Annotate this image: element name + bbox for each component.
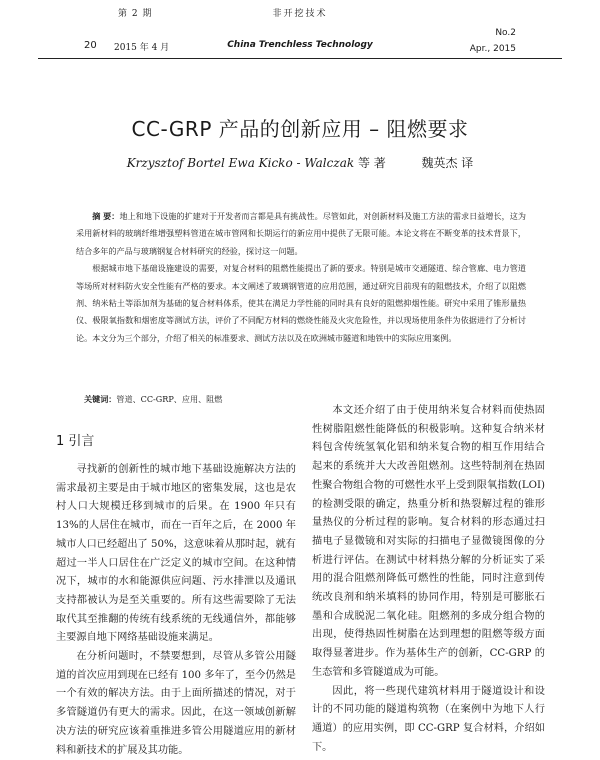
journal-name-en: China Trenchless Technology (227, 40, 373, 50)
abstract-paragraph (76, 208, 526, 260)
header-rule (38, 58, 562, 59)
page-number: 20 (84, 40, 97, 51)
author-names: Krzysztof Bortel Ewa Kicko - Walczak (126, 156, 355, 170)
right-column (312, 402, 545, 757)
body-paragraph: 本文还介绍了由于使用纳米复合材料而使热固性树脂阻燃性能降低的积极影响。这种复合纳米材料包含传统氢氧化铝和纳米复合物的相互作用结合起来的系统并大大改善阻燃剂。这些特制剂在热固性聚合物组合物的可燃性水平上受到限氧指数(LOI)的检测受限的确定，热重分析和热裂解过程的锥形量热仪的分析过程的影响。复合材料的形态通过扫描电子显微镜和对实际的扫描电子显微镜图像的分析进行评估。在测试中材料热分解的分析证实了采用的混合阻燃剂降低可燃性的性能，同时注意到传统改良剂和纳米填料的协同作用，特别是可膨胀石墨和合成脱泥二氧化硅。阻燃剂的多成分组合物的出现，使得热固性树脂在达到理想的阻燃等级方面取得显著进步。作为基体生产的创新，CC-GRP 的生态管和多管隧道成为可能。 (312, 405, 545, 678)
page-header (0, 0, 600, 62)
abstract (76, 208, 526, 347)
paper-title: CC-GRP 产品的创新应用 – 阻燃要求 (131, 117, 469, 141)
translator: 魏英杰 译 (421, 156, 474, 170)
author-suffix: 等 著 (357, 156, 386, 170)
issue-number: No.2 (495, 28, 516, 38)
issue-date: 2015 年 4 月 (114, 43, 170, 53)
body-paragraph: 因此，将一些现代建筑材料用于隧道设计和设计的不同功能的隧道构筑物（在案例中为地下人行通道）的应用实例，即 CC-GRP 复合材料，介绍如下。 (312, 685, 545, 753)
journal-name-cn: 非开挖技术 (272, 9, 328, 19)
section-heading: 1 引言 (56, 434, 95, 449)
abstract-label: 摘 要： (92, 211, 120, 221)
author-line (0, 154, 600, 171)
keywords-value: 管道、CC-GRP、应用、阻燃 (116, 394, 223, 404)
issue-label: 第 2 期 (118, 9, 153, 19)
issue-month: Apr., 2015 (469, 44, 516, 54)
body-paragraph: 在分析问题时，不禁要想到，尽管从多管公用隧道的首次应用到现在已经有 100 多年了，至今仍然是一个有效的解决方法。由于上面所描述的情况，对于多管隧道仍有更大的需求。因此，在这一领域创新解决方法的研究应该着重推进多管公用隧道应用的新材料和新技术的扩展及其功能。 (56, 651, 296, 756)
body-paragraph: 寻找新的创新性的城市地下基础设施解决方法的需求最初主要是由于城市地区的密集发展，这也是农村人口大规模迁移到城市的后果。在 1900 年只有 13%的人居住在城市，而在一百年之后，在 2000 年城市人口已经超出了 50%，这意味着从那时起，就有超过一半人口居住在广泛定义的城市空间。在这种情况下，城市的水和能源供应问题、污水排泄以及通讯支持都被认为是至关重要的。所有这些需要除了无法取代其至推翻的传统有线系统的无线通信外，都能够主要源自地下网络基础设施来满足。 (56, 464, 296, 644)
left-column (56, 461, 296, 760)
keywords-label: 关键词： (84, 394, 117, 404)
abstract-paragraph: 根据城市地下基础设施建设的需要，对复合材料的阻燃性能提出了新的要求。特别是城市交通隧道、综合管廊、电力管道等场所对材料防火安全性能有严格的要求。本文阐述了玻璃钢管道的应用范围，通过研究目前现有的阻燃技术，介绍了以阻燃剂、纳米粘土等添加剂为基础的复合材料体系，使其在满足力学性能的同时具有良好的阻燃抑烟性能。研究中采用了锥形量热仪、极限氧指数和烟密度等测试方法，评价了不同配方材料的燃烧性能及火灾危险性，并以现场使用条件为依据进行了分析讨论。本文分为三个部分，介绍了相关的标准要求、测试方法以及在欧洲城市隧道和地铁中的实际应用案例。 (76, 263, 526, 343)
abstract-text-1: 地上和地下设施的扩建对于开发者而言都是具有挑战性。尽管如此，对创新材料及施工方法的需求日益增长，这为采用新材料的玻璃纤维增强塑料管道在城市管网和长期运行的新应用中提供了无限可能。本论文将在不断变革的技术背景下，结合多年的产品与玻璃钢复合材料研究的经验，探讨这一问题。 (76, 211, 526, 256)
